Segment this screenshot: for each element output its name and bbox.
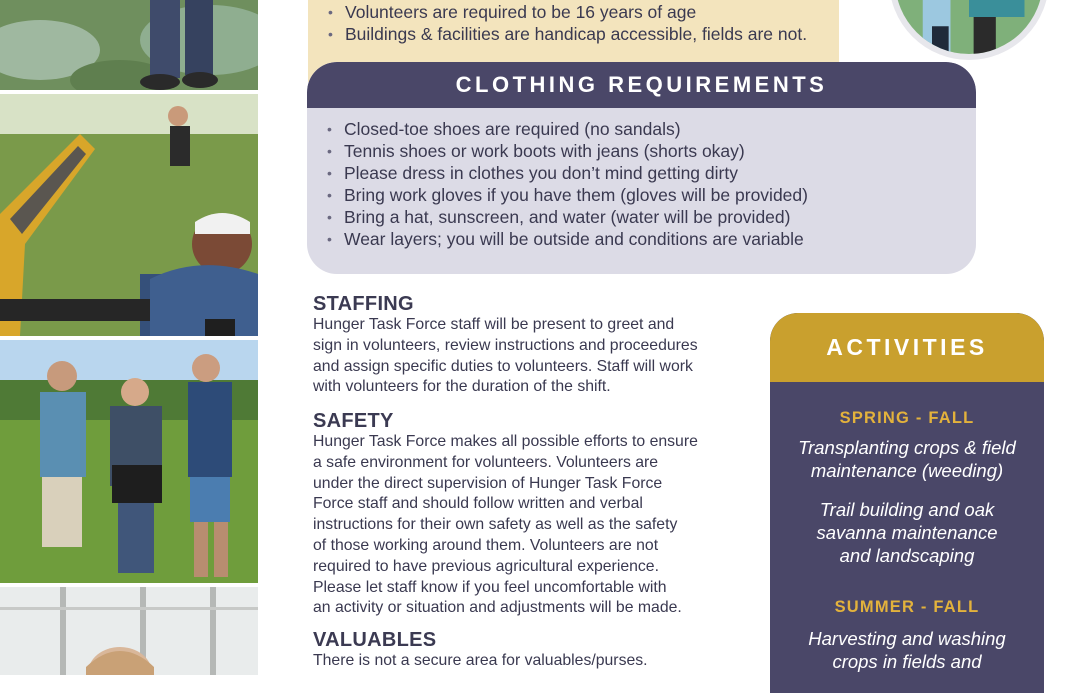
season-label-spring-fall: SPRING - FALL [839,409,975,427]
staffing-line: sign in volunteers, review instructions and proceedures [313,336,698,354]
photo-volunteers-at-harvest-conveyor [0,94,258,336]
clothing-item: • Tennis shoes or work boots with jeans (shorts okay) [307,140,976,162]
staffing-heading: STAFFING [313,293,414,315]
photo-greenhouse-volunteer [0,587,258,675]
safety-line: Please let staff know if you feel uncomfortable with [313,578,667,596]
clothing-requirements-list [307,118,976,250]
staffing-section [313,293,743,398]
safety-line: of those working around them. Volunteers are not [313,536,659,554]
activity-transplanting [770,436,1044,482]
clothing-item: • Bring work gloves if you have them (gloves will be provided) [307,184,976,206]
clothing-item: • Closed-toe shoes are required (no sandals) [307,118,976,140]
activities-panel [770,313,1044,693]
activity-line: maintenance (weeding) [810,460,1004,481]
clothing-requirements-panel [307,62,976,274]
activity-line: and landscaping [839,545,975,566]
photo-volunteers-with-produce-crate [0,340,258,583]
clothing-item: • Bring a hat, sunscreen, and water (water will be provided) [307,206,976,228]
staffing-line: Hunger Task Force staff will be present to greet and [313,316,675,333]
safety-line: Force staff and should follow written and verbal [313,495,643,513]
staffing-text [313,315,743,398]
requirement-accessibility: • Buildings & facilities are handicap accessible, fields are not. [308,23,807,45]
safety-line: a safe environment for volunteers. Volunteers are [313,453,659,471]
activity-line: crops in fields and [832,651,982,672]
valuables-section [313,629,743,672]
activities-title: ACTIVITIES [770,313,1044,382]
corner-circle-photo [889,0,1049,60]
season-label-summer-fall: SUMMER - FALL [834,598,980,616]
safety-text [313,432,743,619]
activity-trail-building [770,498,1044,567]
safety-section [313,410,743,619]
safety-heading: SAFETY [313,410,394,432]
clothing-item: • Wear layers; you will be outside and conditions are variable [307,228,976,250]
activity-line: Transplanting crops & field [798,437,1016,458]
safety-line: required to have previous agricultural experience. [313,557,659,575]
general-requirements-list [308,1,807,45]
staffing-line: and assign specific duties to volunteers. Staff will work [313,357,693,375]
safety-line: instructions for their own safety as well as the safety [313,516,678,534]
safety-line: an activity or situation and adjustments will be made. [313,599,682,617]
safety-line: under the direct supervision of Hunger Task Force [313,474,663,492]
clothing-requirements-title: CLOTHING REQUIREMENTS [307,62,976,108]
staffing-line: with volunteers for the duration of the shift. [313,378,611,396]
clothing-item: • Please dress in clothes you don’t mind getting dirty [307,162,976,184]
safety-line: Hunger Task Force makes all possible efforts to ensure [313,433,698,450]
valuables-text [313,651,743,672]
requirement-age: • Volunteers are required to be 16 years of age [308,1,807,23]
photo-volunteer-in-cabbage-field [0,0,258,90]
valuables-line: There is not a secure area for valuables/purses. [313,652,648,669]
activity-line: Trail building and oak [819,499,995,520]
activity-harvesting [770,627,1044,673]
valuables-heading: VALUABLES [313,629,437,651]
activity-line: savanna maintenance [816,522,998,543]
activity-line: Harvesting and washing [808,628,1006,649]
